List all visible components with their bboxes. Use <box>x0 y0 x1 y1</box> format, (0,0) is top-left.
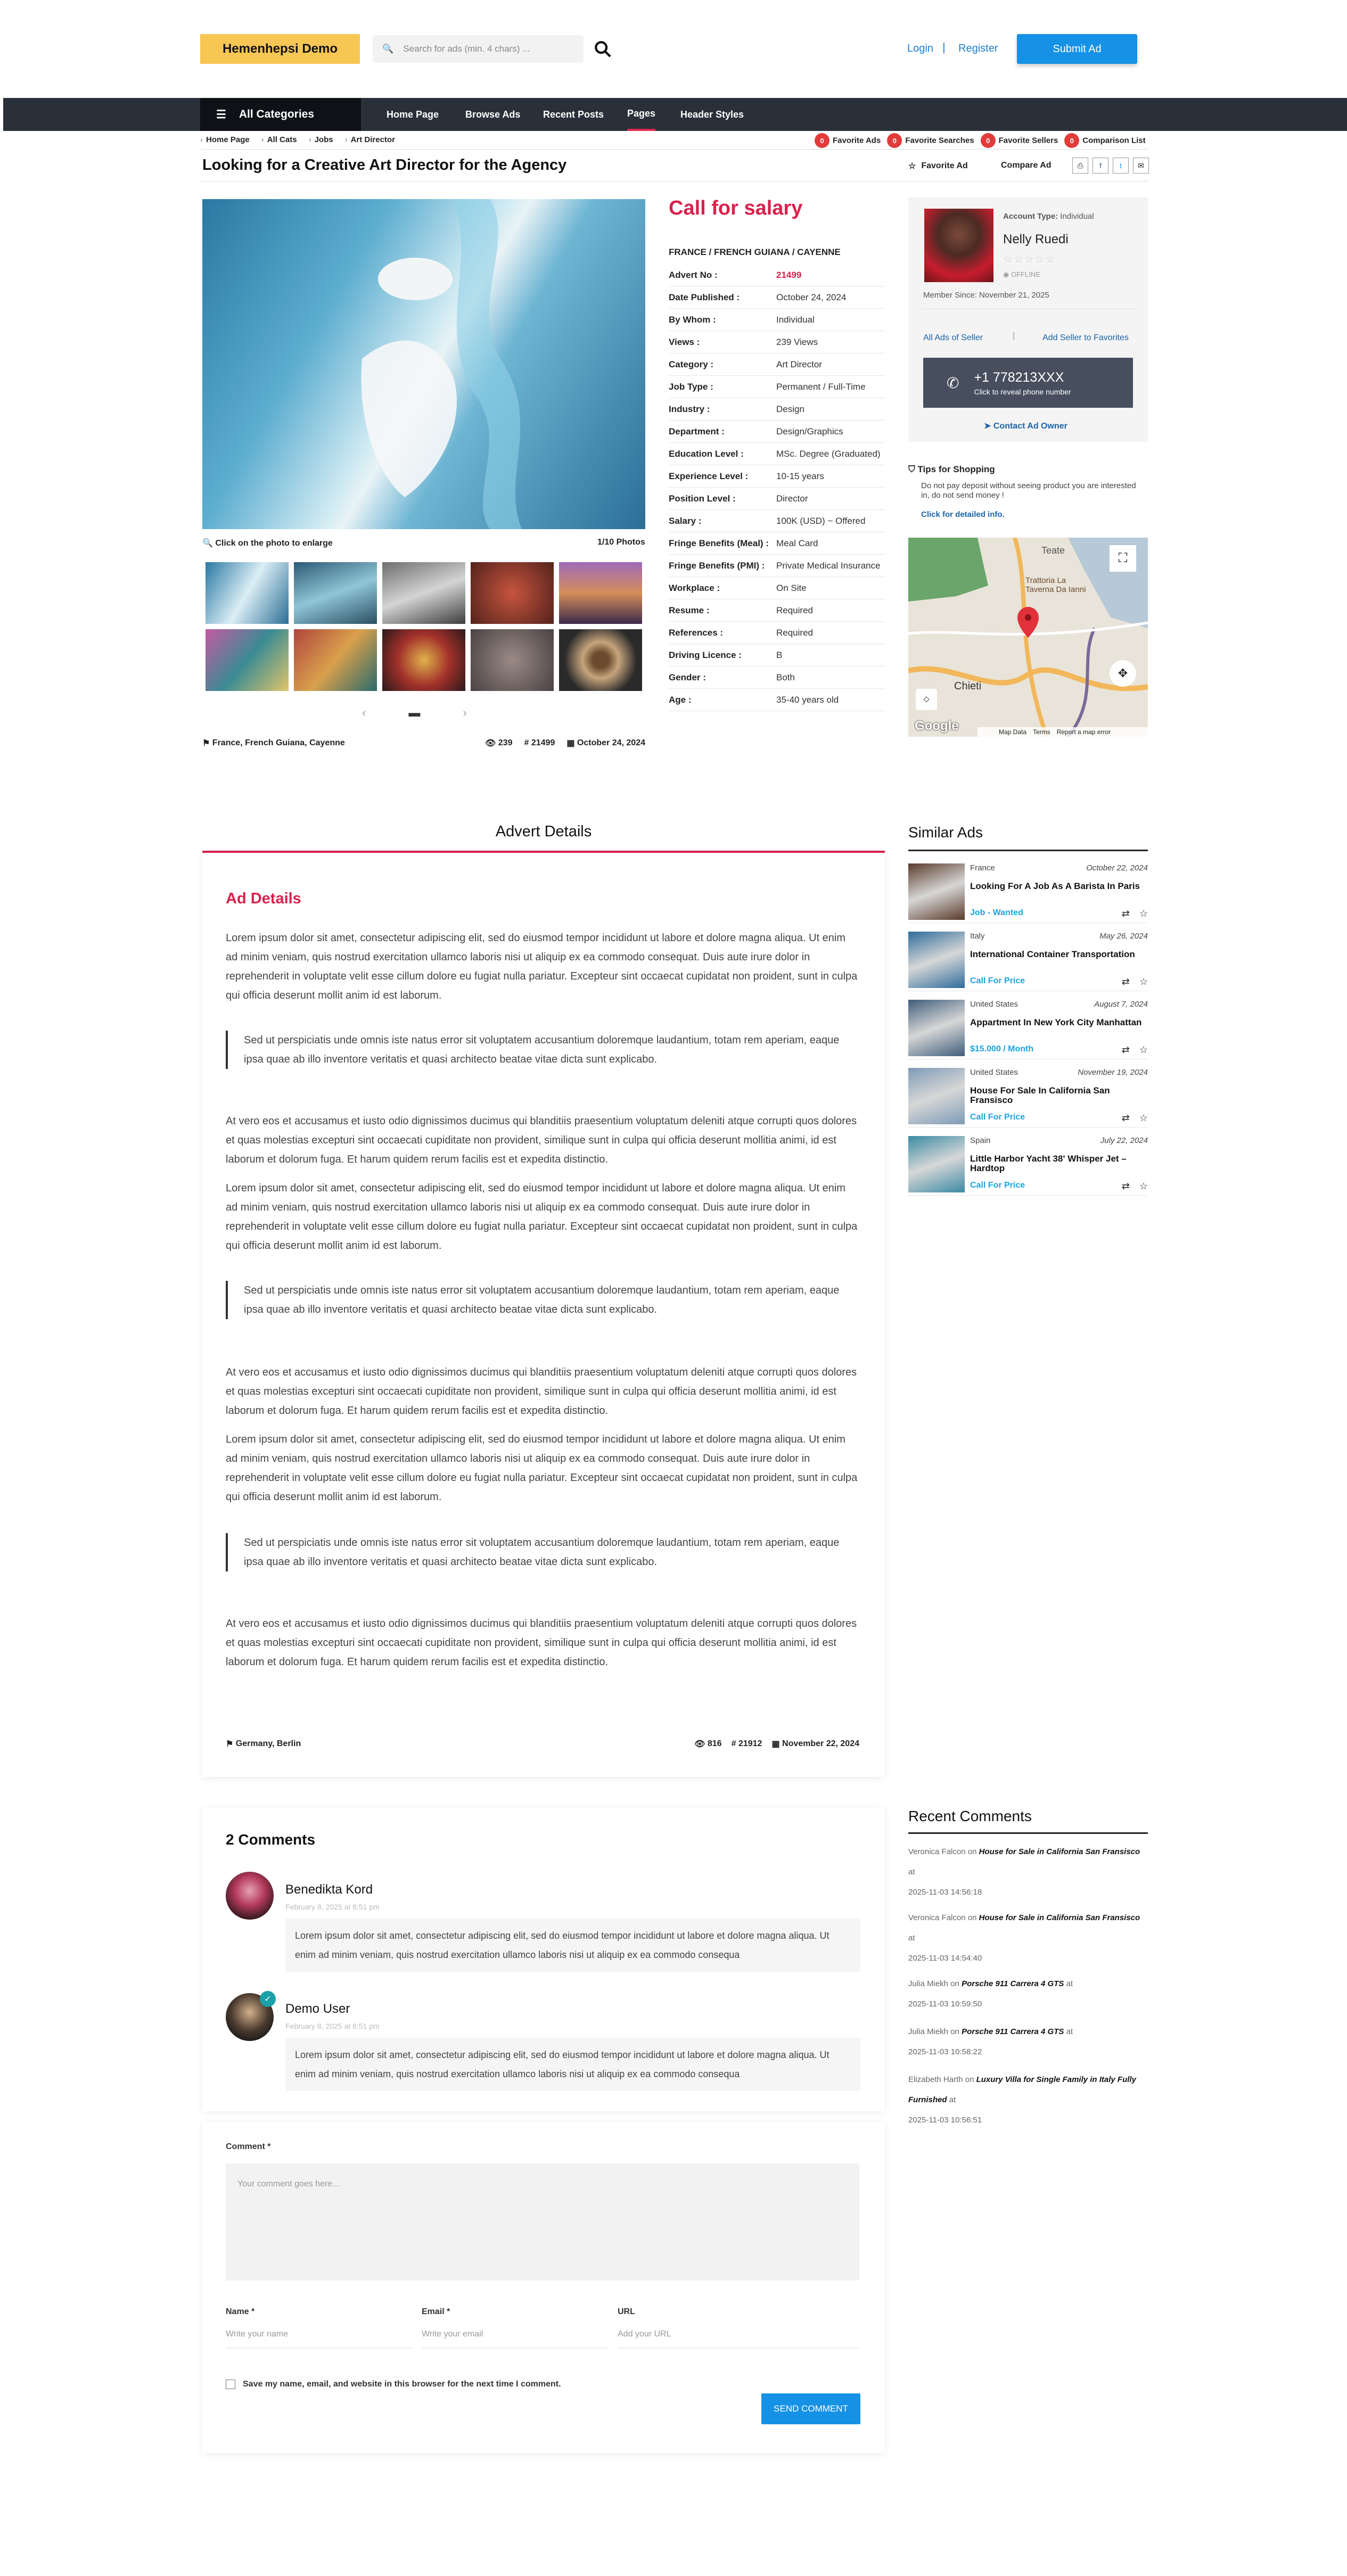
spec-value: 35-40 years old <box>776 694 839 705</box>
recent-comment-on: on <box>950 2027 959 2036</box>
thumbnail[interactable] <box>471 562 554 624</box>
reveal-phone-button[interactable]: ✆ +1 778213XXX Click to reveal phone number <box>923 358 1133 408</box>
compare-icon[interactable]: ⇄ <box>1121 1044 1130 1055</box>
spec-value: Meal Card <box>776 538 818 548</box>
spec-row <box>669 309 885 331</box>
ad-date: October 24, 2024 <box>577 738 645 747</box>
spec-row <box>669 532 885 555</box>
spec-row <box>669 488 885 510</box>
location-pin-icon: ⚑ <box>202 739 210 748</box>
submit-ad-button[interactable]: Submit Ad <box>1017 34 1137 64</box>
contact-owner-link[interactable]: ➤ Contact Ad Owner <box>984 422 1067 431</box>
recent-comment-post-link[interactable]: Luxury Villa for Single Family in Italy Fully Furnished <box>908 2075 1136 2104</box>
twitter-icon[interactable]: t <box>1113 158 1129 174</box>
recent-comment-date: 2025-11-03 14:54:40 <box>908 1954 982 1963</box>
email-icon[interactable]: ✉ <box>1133 158 1149 174</box>
recent-comment-date: 2025-11-03 14:56:18 <box>908 1888 982 1897</box>
star-icon[interactable]: ☆ <box>1139 908 1148 919</box>
star-icon[interactable]: ☆ <box>1139 1181 1148 1191</box>
favorite-ad-button[interactable]: ☆ Favorite Ad <box>908 161 968 171</box>
compare-icon[interactable]: ⇄ <box>1121 976 1130 987</box>
facebook-icon[interactable]: f <box>1093 158 1108 174</box>
similar-ad-date: November 19, 2024 <box>1078 1068 1148 1077</box>
main-ad-photo[interactable] <box>202 199 645 529</box>
thumbnail[interactable] <box>471 629 554 691</box>
thumbnail[interactable] <box>559 562 642 624</box>
spec-value: Private Medical Insurance <box>776 560 881 571</box>
thumbnail[interactable] <box>294 562 377 624</box>
similar-ad-title[interactable]: International Container Transportation <box>970 949 1135 959</box>
spec-row <box>669 555 885 577</box>
recent-comments-title: Recent Comments <box>908 1808 1032 1824</box>
spec-key: Experience Level : <box>669 471 749 481</box>
description-paragraph: At vero eos et accusamus et iusto odio dignissimos ducimus qui blanditiis praesentium voluptatum deleniti atque corrupti quos dolores et quas molestias excepturi sint occaecati cupiditate non provident, similique sunt in culpa qui officia deserunt mollitia animi, id est laborum et dolorum fuga. Et harum quidem rerum facilis est et expedita distinctio. <box>226 1618 857 1668</box>
tips-link[interactable]: Click for detailed info. <box>921 510 1005 519</box>
thumbnail[interactable] <box>382 562 465 624</box>
url-input[interactable]: Add your URL <box>618 2330 671 2339</box>
spec-key: Resume : <box>669 605 710 615</box>
recent-comment-at: at <box>949 2095 956 2104</box>
recent-comment-post-link[interactable]: House for Sale in California San Fransisco <box>979 1913 1140 1922</box>
thumbnail[interactable] <box>206 562 289 624</box>
spec-key: Salary : <box>669 515 702 526</box>
hash-icon: # <box>731 1739 736 1748</box>
spec-key: Date Published : <box>669 292 740 302</box>
similar-ad-date: July 22, 2024 <box>1100 1136 1148 1145</box>
spec-row <box>669 398 885 421</box>
similar-ad-title[interactable]: Appartment In New York City Manhattan <box>970 1017 1142 1027</box>
similar-ad-thumbnail[interactable] <box>908 932 965 988</box>
recent-comment-at: at <box>1066 2027 1073 2036</box>
thumbnail-pager <box>362 706 467 720</box>
member-since: Member Since: November 21, 2025 <box>923 291 1049 300</box>
spec-value: MSc. Degree (Graduated) <box>776 448 881 459</box>
recent-comment-author: Veronica Falcon <box>908 1913 966 1922</box>
star-icon[interactable]: ☆ <box>1139 1113 1148 1123</box>
similar-ad-title[interactable]: Looking For A Job As A Barista In Paris <box>970 881 1140 891</box>
similar-ad-price: Job - Wanted <box>970 908 1023 917</box>
spec-value: 100K (USD) ~ Offered <box>776 515 866 526</box>
similar-ads-title: Similar Ads <box>908 824 983 841</box>
compare-icon[interactable]: ⇄ <box>1121 1113 1130 1123</box>
ad-title: Looking for a Creative Art Director for the Agency <box>202 157 567 174</box>
breadcrumb <box>200 135 395 144</box>
recent-comment-on: on <box>950 1979 959 1988</box>
ad-location: France, French Guiana, Cayenne <box>212 738 345 747</box>
recent-comment-author: Veronica Falcon <box>908 1847 966 1856</box>
nav-header-styles[interactable]: Header Styles <box>680 109 744 120</box>
seller-rating: ☆☆☆☆☆ <box>1003 253 1056 265</box>
title-underline <box>908 1832 1148 1834</box>
prev-arrow-icon[interactable]: ‹ <box>362 706 366 719</box>
url-label: URL <box>618 2307 635 2316</box>
spec-key: Position Level : <box>669 493 736 504</box>
similar-ad-country: Spain <box>970 1136 991 1145</box>
spec-row <box>669 577 885 599</box>
google-logo: Google <box>915 719 959 733</box>
recent-comment-item <box>908 2022 1148 2062</box>
divider: | <box>1013 331 1015 340</box>
calendar-icon: ▦ <box>566 739 575 748</box>
spec-key: Advert No : <box>669 269 718 280</box>
name-label: Name * <box>226 2307 255 2316</box>
site-logo[interactable]: Hemenhepsi Demo <box>200 34 360 64</box>
spec-value: 21499 <box>776 269 802 280</box>
ad-id: 21499 <box>531 738 555 747</box>
eye-icon: 👁 <box>485 739 496 748</box>
spec-key: Gender : <box>669 672 706 682</box>
directions-icon[interactable]: ⬦ <box>916 689 937 710</box>
seller-avatar[interactable] <box>924 209 993 282</box>
save-info-label: Save my name, email, and website in this browser for the next time I comment. <box>243 2380 561 2389</box>
view-count: 239 <box>498 738 513 747</box>
details-meta-bar: ⚑ Germany, Berlin 👁 816 # 21912 ▦ November 22, 2024 <box>226 1739 859 1749</box>
shield-icon: ⛉ <box>908 464 915 474</box>
similar-ad-price: Call For Price <box>970 976 1025 985</box>
compare-ad-button[interactable]: Compare Ad <box>1001 161 1052 170</box>
recent-comment-at: at <box>908 1933 915 1943</box>
spec-key: Workplace : <box>669 582 720 593</box>
spec-key: Department : <box>669 426 725 437</box>
email-input[interactable]: Write your email <box>422 2330 483 2339</box>
divider <box>200 181 1148 182</box>
spec-row <box>669 376 885 398</box>
recent-comment-author: Elizabeth Harth <box>908 2075 963 2084</box>
similar-ad-price: $15.000 / Month <box>970 1044 1034 1054</box>
recent-comment-item <box>908 1974 1148 2014</box>
recent-comment-on: on <box>965 2075 974 2084</box>
description-paragraph: Lorem ipsum dolor sit amet, consectetur adipiscing elit, sed do eiusmod tempor incididunt ut labore et dolore magna aliqua. Ut enim ad minim veniam, quis nostrud exercitation ullamco laboris nisi ut aliquip ex ea commodo consequat. Duis aute irure dolor in reprehenderit in voluptate velit esse cillum dolore eu fugiat nulla pariatur. Excepteur sint occaecat cupidatat non proident, sunt in culpa qui officia deserunt mollit anim id est laborum. <box>226 1182 858 1252</box>
fullscreen-icon[interactable]: ⛶ <box>1110 545 1136 572</box>
similar-ad-country: France <box>970 863 995 873</box>
recent-comment-on: on <box>967 1847 977 1856</box>
pan-control-icon[interactable]: ✥ <box>1110 660 1136 687</box>
recent-comment-date: 2025-11-03 10:58:22 <box>908 2047 982 2056</box>
ad-meta-bar <box>202 738 645 748</box>
spec-key: By Whom : <box>669 314 716 325</box>
spec-row <box>669 666 885 689</box>
recent-comment-author: Julia Miekh <box>908 1979 949 1988</box>
spec-key: Category : <box>669 359 714 369</box>
spec-row <box>669 264 885 286</box>
comment-textarea[interactable]: Your comment goes here... <box>226 2163 859 2281</box>
report-error-link[interactable]: Report a map error <box>1056 728 1111 736</box>
recent-comment-post-link[interactable]: Porsche 911 Carrera 4 GTS <box>962 2027 1064 2036</box>
comment-author: Demo User <box>285 2002 350 2016</box>
tab-advert-details[interactable]: Advert Details <box>495 823 592 840</box>
ad-details-heading: Ad Details <box>226 890 301 907</box>
account-type: Account Type: Individual <box>1003 212 1094 221</box>
spec-key: References : <box>669 627 724 638</box>
similar-ad-thumbnail[interactable] <box>908 1068 965 1124</box>
thumbnail[interactable] <box>382 629 465 691</box>
fav-sellers-link[interactable]: 0 Favorite Sellers <box>981 133 1058 148</box>
nav-recent-posts[interactable]: Recent Posts <box>543 109 604 120</box>
photo-counter: 1/10 Photos <box>597 538 645 547</box>
magnifier-icon <box>594 40 612 58</box>
spec-value: October 24, 2024 <box>776 292 847 302</box>
spec-row <box>669 421 885 443</box>
spec-key: Driving Licence : <box>669 649 742 660</box>
recent-comment-post-link[interactable]: House for Sale in California San Fransisco <box>979 1847 1140 1856</box>
similar-ad-date: May 26, 2024 <box>1099 932 1148 941</box>
search-icon: 🔍 <box>382 44 394 54</box>
spec-row <box>669 644 885 666</box>
recent-comment-date: 2025-11-03 10:56:51 <box>908 2116 982 2125</box>
eye-icon: 👁 <box>694 1740 705 1749</box>
spec-key: Fringe Benefits (Meal) : <box>669 538 769 548</box>
add-seller-favorites-link[interactable]: Add Seller to Favorites <box>1042 333 1129 342</box>
compare-icon[interactable]: ⇄ <box>1121 908 1130 919</box>
similar-ad-country: United States <box>970 1068 1019 1077</box>
comment-text: Lorem ipsum dolor sit amet, consectetur adipiscing elit, sed do eiusmod tempor incididunt ut labore et dolore magna aliqua. Ut enim ad minim veniam, quis nostrud exercitation ullamco laboris nisi ut aliquip ex ea commodo consequa <box>285 1919 860 1972</box>
spec-row <box>669 353 885 376</box>
spec-value: 10-15 years <box>776 471 824 481</box>
hash-icon: # <box>524 738 529 747</box>
spec-row <box>669 443 885 465</box>
star-icon: ☆ <box>908 162 916 171</box>
tips-text: Do not pay deposit without seeing product you are interested in, do not send money ! <box>921 481 1136 500</box>
seller-name[interactable]: Nelly Ruedi <box>1003 232 1069 246</box>
breadcrumb-item[interactable]: › Jobs <box>308 135 333 144</box>
print-icon[interactable]: ⎙ <box>1072 158 1088 174</box>
zoom-icon: 🔍 <box>202 539 213 548</box>
comparison-list-link[interactable]: 0 Comparison List <box>1064 133 1145 148</box>
description-paragraph: At vero eos et accusamus et iusto odio dignissimos ducimus qui blanditiis praesentium voluptatum deleniti atque corrupti quos dolores et quas molestias excepturi sint occaecati cupiditate non provident, similique sunt in culpa qui officia deserunt mollitia animi, id est laborum et dolorum fuga. Et harum quidem rerum facilis est et expedita distinctio. <box>226 1115 857 1165</box>
pager-dots: ▬ <box>408 706 421 719</box>
location-pin-icon: ⚑ <box>226 1740 234 1749</box>
description-paragraph: At vero eos et accusamus et iusto odio dignissimos ducimus qui blanditiis praesentium voluptatum deleniti atque corrupti quos dolores et quas molestias excepturi sint occaecati cupiditate non provident, similique sunt in culpa qui officia deserunt mollitia animi, id est laborum et dolorum fuga. Et harum quidem rerum facilis est et expedita distinctio. <box>226 1367 857 1417</box>
similar-ad-price: Call For Price <box>970 1181 1025 1190</box>
title-underline <box>908 850 1148 851</box>
menu-icon: ☰ <box>216 108 226 121</box>
breadcrumb-item[interactable]: › All Cats <box>261 135 297 144</box>
spec-value: Both <box>776 672 795 682</box>
recent-comment-date: 2025-11-03 10:59:50 <box>908 1999 982 2009</box>
recent-comment-item <box>908 1908 1148 1969</box>
email-label: Email * <box>422 2307 450 2316</box>
comments-title: 2 Comments <box>226 1831 316 1848</box>
recent-comment-item <box>908 2070 1148 2130</box>
similar-ad-thumbnail[interactable] <box>908 1136 965 1192</box>
spec-key: Industry : <box>669 404 710 414</box>
favorites-bar <box>815 133 1146 148</box>
spec-key: Age : <box>669 694 692 705</box>
map-label: Chieti <box>954 680 982 692</box>
recent-comment-item <box>908 1842 1148 1903</box>
author-badge-icon: ✓ <box>260 1991 276 2007</box>
terms-link[interactable]: Terms <box>1033 728 1050 736</box>
recent-comment-on: on <box>967 1913 977 1922</box>
similar-ad-country: Italy <box>970 932 985 941</box>
map-label: Teate <box>1041 545 1065 556</box>
similar-ad-item[interactable] <box>908 1068 1148 1127</box>
breadcrumb-item[interactable]: › Art Director <box>344 135 395 144</box>
divider <box>200 149 1148 150</box>
similar-ad-date: August 7, 2024 <box>1094 1000 1148 1009</box>
similar-ad-item[interactable] <box>908 863 1148 923</box>
description-paragraph: Lorem ipsum dolor sit amet, consectetur adipiscing elit, sed do eiusmod tempor incididunt ut labore et dolore magna aliqua. Ut enim ad minim veniam, quis nostrud exercitation ullamco laboris nisi ut aliquip ex ea commodo consequat. Duis aute irure dolor in reprehenderit in voluptate velit esse cillum dolore eu fugiat nulla pariatur. Excepteur sint occaecat cupidatat non proident, sunt in culpa qui officia deserunt mollit anim id est laborum. <box>226 1434 858 1503</box>
map-label: Trattoria La Taverna Da Ianni <box>1025 576 1086 594</box>
breadcrumb-item[interactable]: › Home Page <box>200 135 250 144</box>
photo-figure <box>202 199 645 529</box>
recent-comment-post-link[interactable]: Porsche 911 Carrera 4 GTS <box>962 1979 1064 1988</box>
spec-list <box>669 264 885 711</box>
recent-comment-at: at <box>1066 1979 1073 1988</box>
description-quote: Sed ut perspiciatis unde omnis iste natus error sit voluptatem accusantium doloremque laudantium, totam rem aperiam, eaque ipsa quae ab illo inventore veritatis et quasi architecto beatae vitae dicta sunt explicabo. <box>226 1533 859 1571</box>
name-input[interactable]: Write your name <box>226 2330 289 2339</box>
recent-comment-at: at <box>908 1867 915 1877</box>
thumbnail[interactable] <box>559 629 642 691</box>
phone-icon: ✆ <box>947 374 959 391</box>
spec-value: Art Director <box>776 359 822 369</box>
similar-ad-item[interactable] <box>908 1136 1148 1196</box>
description-quote: Sed ut perspiciatis unde omnis iste natus error sit voluptatem accusantium doloremque laudantium, totam rem aperiam, eaque ipsa quae ab illo inventore veritatis et quasi architecto beatae vitae dicta sunt explicabo. <box>226 1281 859 1319</box>
comment-label: Comment * <box>226 2142 271 2151</box>
similar-ad-thumbnail[interactable] <box>908 1000 965 1056</box>
thumbnail[interactable] <box>294 629 377 691</box>
next-arrow-icon[interactable]: › <box>463 706 467 719</box>
nav-browse-ads[interactable]: Browse Ads <box>465 109 521 120</box>
star-icon[interactable]: ☆ <box>1139 976 1148 987</box>
comment-text: Lorem ipsum dolor sit amet, consectetur adipiscing elit, sed do eiusmod tempor incididunt ut labore et dolore magna aliqua. Ut enim ad minim veniam, quis nostrud exercitation ullamco laboris nisi ut aliquip ex ea commodo consequa <box>285 2038 860 2091</box>
share-buttons <box>1072 158 1149 174</box>
compare-icon[interactable]: ⇄ <box>1121 1181 1130 1191</box>
send-comment-button[interactable]: SEND COMMENT <box>761 2393 860 2424</box>
similar-ad-price: Call For Price <box>970 1113 1025 1122</box>
nav-pages[interactable]: Pages <box>627 98 655 131</box>
comment-date: February 8, 2025 at 6:51 pm <box>285 2022 380 2030</box>
map-data-link[interactable]: Map Data <box>999 728 1027 736</box>
similar-ad-item[interactable] <box>908 932 1148 991</box>
spec-value: Individual <box>776 314 815 325</box>
similar-ad-thumbnail[interactable] <box>908 863 965 920</box>
send-icon: ➤ <box>984 422 991 431</box>
avatar <box>226 1872 274 1920</box>
all-ads-of-seller-link[interactable]: All Ads of Seller <box>923 333 983 342</box>
spec-row <box>669 286 885 309</box>
similar-ad-country: United States <box>970 1000 1019 1009</box>
spec-key: Education Level : <box>669 448 744 459</box>
spec-value: Permanent / Full-Time <box>776 381 866 392</box>
login-link[interactable]: Login <box>907 43 933 54</box>
ad-price: Call for salary <box>669 197 803 219</box>
map-footer <box>978 727 1148 737</box>
recent-comment-author: Julia Miekh <box>908 2027 949 2036</box>
comment-author: Benedikta Kord <box>285 1882 373 1897</box>
spec-value: Design <box>776 404 804 414</box>
register-link[interactable]: Register <box>958 43 998 54</box>
spec-key: Fringe Benefits (PMI) : <box>669 560 765 571</box>
star-icon[interactable]: ☆ <box>1139 1044 1148 1055</box>
similar-ad-date: October 22, 2024 <box>1086 863 1148 873</box>
all-categories-button[interactable]: ☰ All Categories <box>200 98 361 131</box>
ad-location-upper: FRANCE / FRENCH GUIANA / CAYENNE <box>669 247 841 257</box>
comment-date: February 8, 2025 at 6:51 pm <box>285 1903 380 1911</box>
location-map[interactable] <box>908 538 1148 737</box>
spec-row <box>669 510 885 532</box>
spec-key: Job Type : <box>669 381 713 392</box>
status-badge: ◉ OFFLINE <box>1003 270 1040 278</box>
search-button[interactable] <box>592 37 613 61</box>
description-quote: Sed ut perspiciatis unde omnis iste natus error sit voluptatem accusantium doloremque laudantium, totam rem aperiam, eaque ipsa quae ab illo inventore veritatis et quasi architecto beatae vitae dicta sunt explicabo. <box>226 1031 859 1069</box>
spec-value: On Site <box>776 582 807 593</box>
enlarge-caption: 🔍 Click on the photo to enlarge <box>202 539 333 548</box>
spec-value: B <box>776 649 783 660</box>
fav-searches-link[interactable]: 0 Favorite Searches <box>887 133 974 148</box>
save-info-checkbox[interactable] <box>226 2380 235 2389</box>
nav-home[interactable]: Home Page <box>387 109 439 120</box>
similar-ad-title[interactable]: Little Harbor Yacht 38' Whisper Jet – Hardtop <box>970 1154 1127 1173</box>
similar-ad-item[interactable] <box>908 1000 1148 1059</box>
spec-value: 239 Views <box>776 336 818 347</box>
thumbnail-strip <box>206 562 643 691</box>
fav-ads-link[interactable]: 0 Favorite Ads <box>815 133 881 148</box>
description-paragraph: Lorem ipsum dolor sit amet, consectetur adipiscing elit, sed do eiusmod tempor incididunt ut labore et dolore magna aliqua. Ut enim ad minim veniam, quis nostrud exercitation ullamco laboris nisi ut aliquip ex ea commodo consequat. Duis aute irure dolor in reprehenderit in voluptate velit esse cillum dolore eu fugiat nulla pariatur. Excepteur sint occaecat cupidatat non proident, sunt in culpa qui officia deserunt mollit anim id est laborum. <box>226 932 858 1001</box>
spec-row <box>669 599 885 622</box>
thumbnail[interactable] <box>206 629 289 691</box>
search-input[interactable]: 🔍 Search for ads (min. 4 chars) ... <box>373 35 584 63</box>
spec-value: Required <box>776 605 813 615</box>
spec-value: Required <box>776 627 813 638</box>
spec-value: Director <box>776 493 808 504</box>
spec-row <box>669 622 885 644</box>
similar-ad-title[interactable]: House For Sale In California San Fransisco <box>970 1085 1110 1105</box>
divider: | <box>942 40 946 54</box>
spec-value: Design/Graphics <box>776 426 843 437</box>
tips-title: ⛉ Tips for Shopping <box>908 464 995 474</box>
spec-row <box>669 331 885 353</box>
calendar-icon: ▦ <box>771 1740 780 1749</box>
spec-row <box>669 465 885 488</box>
spec-key: Views : <box>669 336 700 347</box>
spec-row <box>669 689 885 711</box>
